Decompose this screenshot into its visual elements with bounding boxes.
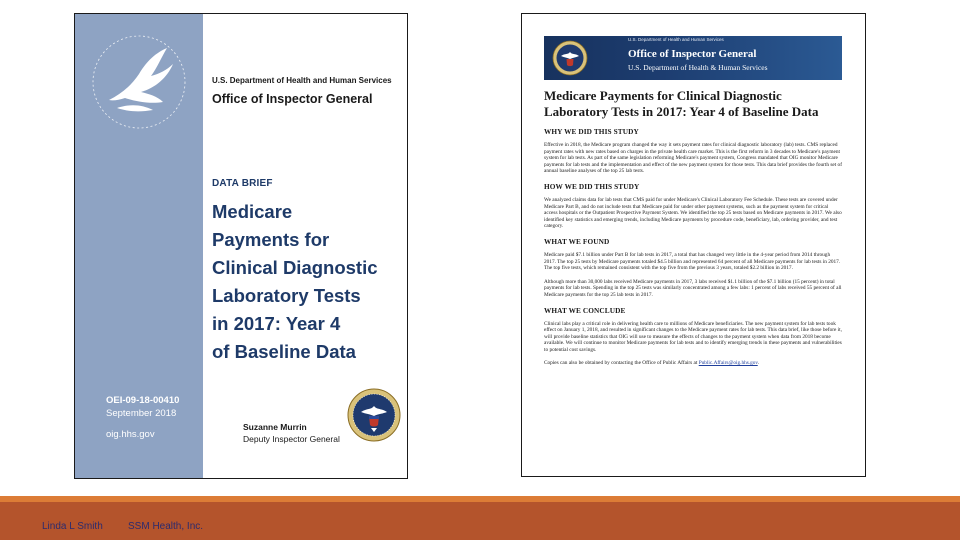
section-paragraph: We analyzed claims data for lab tests that CMS paid for under Medicare's Clinical Laboratory Fee Schedule. These tests are covered under Medicare Part B, and do not include tests that Medicare paid for under other payment systems, such as the payment system for critical access hospitals or the Outpatient Prospective Payment System. We identified the top 25 tests based on Medicare payments in 2017. We also identified key statistics and emerging trends, including Medicare payments by procedure code, beneficiary, lab, ordering provider, and test category. [544,196,842,230]
report-cover-page [74,13,408,479]
footer-organization: SSM Health, Inc. [128,521,204,532]
report-number: OEI-09-18-00410 [106,395,180,406]
section-paragraph: Medicare paid $7.1 billion under Part B for lab tests in 2017, a total that has changed very little in the 4-year period from 2014 through 2017. The top 25 tests by Medicare payments totaled $4.5 billion and represented 64 percent of all Medicare payments for lab tests in 2017. The top five tests, which remained consistent with the top five from the previous 3 years, totaled $2.2 billion in 2017. [544,251,841,272]
cover-title-line: of Baseline Data [212,341,356,362]
oig-seal-icon [347,388,401,442]
section-heading: WHAT WE FOUND [544,236,610,246]
cover-office: Office of Inspector General [212,92,373,106]
doc-body [544,127,842,374]
report-date: September 2018 [106,408,177,419]
cover-title [212,198,404,366]
cover-title-line: Payments for [212,229,330,250]
copies-end: . [757,360,760,367]
signer-name: Suzanne Murrin [243,422,307,432]
doc-title-line: Medicare Payments for Clinical Diagnostic [544,88,782,103]
section-heading: WHY WE DID THIS STUDY [544,127,639,136]
banner-office: Office of Inspector General [628,48,757,60]
section-heading: WHAT WE CONCLUDE [544,305,626,315]
oig-seal-icon [552,40,588,76]
hhs-eagle-logo-icon [87,30,191,134]
public-affairs-email-link[interactable]: Public.Affairs@oig.hhs.gov [698,360,758,367]
doc-title [544,88,844,120]
doc-title-line: Laboratory Tests in 2017: Year 4 of Baseline Data [544,104,819,119]
cover-title-line: Laboratory Tests [212,285,361,306]
cover-title-line: Clinical Diagnostic [212,257,378,278]
data-brief-page [521,13,866,477]
cover-signer [243,421,363,445]
cover-kicker: DATA BRIEF [212,178,273,189]
copies-paragraph [544,360,842,367]
website: oig.hhs.gov [106,429,155,440]
cover-side-band [75,14,203,478]
cover-title-line: Medicare [212,201,293,222]
cover-title-line: in 2017: Year 4 [212,313,341,334]
copies-text: Copies can also be obtained by contacting the Office of Public Affairs at [544,360,699,367]
section-paragraph: Effective in 2018, the Medicare program changed the way it sets payment rates for clinical diagnostic laboratory (lab) tests. CMS replaced payment rates with new rates based on charges in the private health care market. This is the first reform in 3 decades to Medicare's payment system for lab tests. As part of the same legislation reforming Medicare's payment system, Congress mandated that OIG monitor Medicare payments for lab tests and the implementation and effect of the new payment system for those tests. This data brief provides the fourth set of annual baseline analyses of the top 25 lab tests. [544,142,842,175]
signer-title: Deputy Inspector General [243,434,340,444]
section-paragraph: Clinical labs play a critical role in delivering health care to millions of Medicare beneficiaries. The new payment system for lab tests took effect on January 1, 2018, and resulted in significant changes to the Medicare payment rates for lab tests. This data brief, like those before it, will provide baseline statistics that OIG will use to measure the effects of changes to the payment system when data from 2018 become available. We will continue to monitor Medicare payments for lab tests and to identify emerging trends in these payments and vulnerabilities to potential cost savings. [544,320,842,353]
banner-small-text: U.S. Department of Health and Human Services [628,37,724,42]
footer-author: Linda L Smith [42,521,103,532]
cover-department: U.S. Department of Health and Human Services [212,76,392,85]
section-heading: HOW WE DID THIS STUDY [544,181,640,191]
cover-meta [106,394,201,441]
section-paragraph: Although more than 30,000 labs received Medicare payments in 2017, 3 labs received $1.1 billion of the $7.1 billion (15 percent) in total payments for lab tests. Spending in the top 25 tests was similarly concentrated among a few labs: 1 percent of labs received 55 percent of all Medicare payments for the top 25 lab tests in 2017. [544,278,842,298]
banner-department: U.S. Department of Health & Human Services [628,63,768,72]
